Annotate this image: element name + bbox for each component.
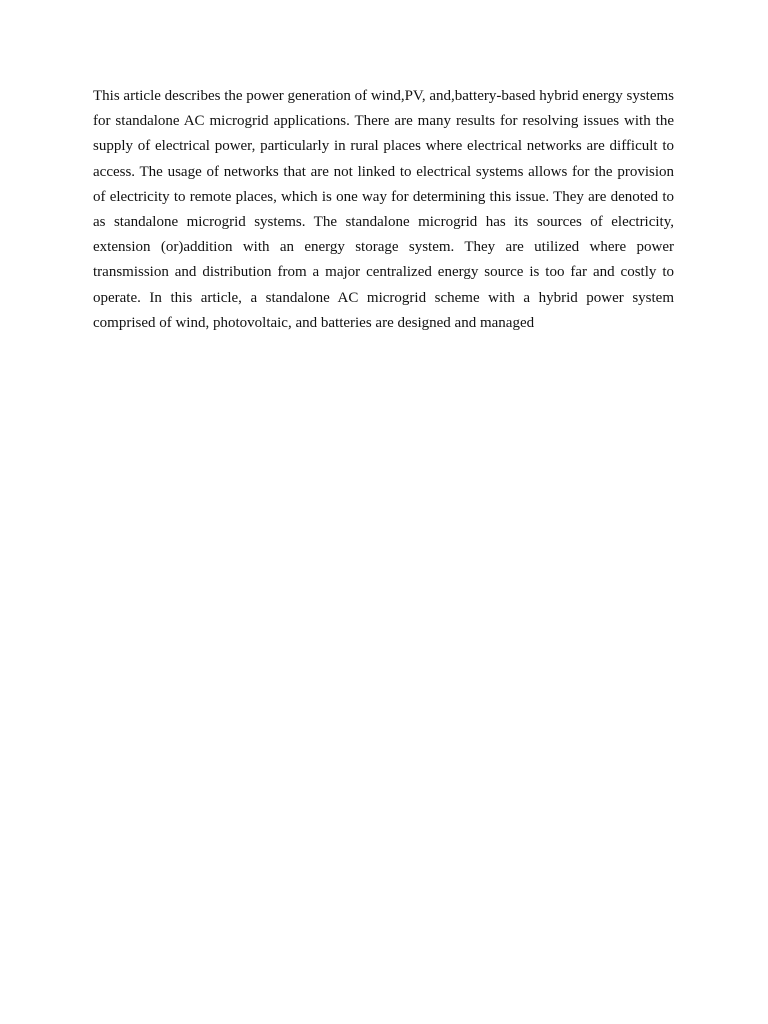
body-paragraph: This article describes the power generation of wind,PV, and,battery-based hybrid energy systems for standalone AC microgrid applications. There are many results for resolving issues with the supply of electrical power, particularly in rural places where electrical networks are difficult to access. The usage of networks that are not linked to electrical systems allows for the provision of electricity to remote places, which is one way for determining this issue. They are denoted to as standalone microgrid systems. The standalone microgrid has its sources of electricity, extension (or)addition with an energy storage system. They are utilized where power transmission and distribution from a major centralized energy source is too far and costly to operate. In this article, a standalone AC microgrid scheme with a hybrid power system comprised of wind, photovoltaic, and batteries are designed and managed [93,88,674,331]
